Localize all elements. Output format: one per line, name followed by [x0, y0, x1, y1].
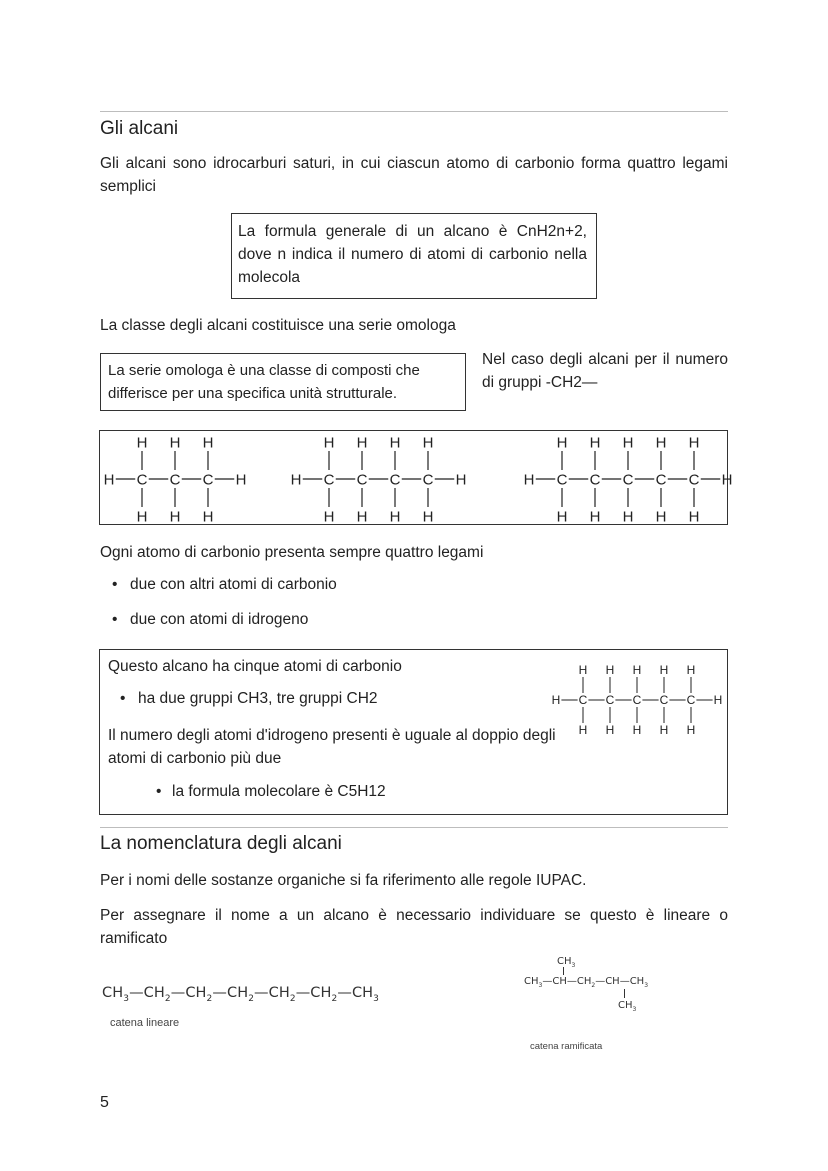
hydrogen-atom: H — [589, 508, 601, 526]
naming-paragraph: Per assegnare il nome a un alcano è necessario individuare se questo è lineare o ramificato — [100, 907, 728, 947]
carbon-atom: C — [578, 693, 588, 708]
hydrogen-atom: H — [389, 434, 401, 452]
hydrogen-atom: H — [622, 508, 634, 526]
carbon-atom: C — [659, 693, 669, 708]
hydrogen-atom: H — [578, 663, 588, 678]
side-note: Nel caso degli alcani per il numero di gruppi -CH2— — [482, 351, 728, 391]
carbon-atom: C — [136, 471, 148, 489]
hydrogen-atom: H — [686, 663, 696, 678]
hydrogen-atom: H — [169, 434, 181, 452]
carbon-atom: C — [605, 693, 615, 708]
carbon-atom: C — [169, 471, 181, 489]
section-rule — [100, 827, 728, 828]
hydrogen-atom: H — [290, 471, 302, 489]
carbon-atom: C — [622, 471, 634, 489]
bullet-hydrogen — [112, 611, 308, 629]
homologous-sentence: La classe degli alcani costituisce una serie omologa — [100, 317, 456, 334]
hydrogen-atom: H — [202, 508, 214, 526]
hydrogen-atom: H — [688, 508, 700, 526]
hydrogen-atom: H — [556, 508, 568, 526]
bullet-dot: • — [112, 576, 118, 593]
hydrogen-atom: H — [136, 434, 148, 452]
carbon-atom: C — [688, 471, 700, 489]
hydrogen-atom: H — [323, 508, 335, 526]
definition-box — [100, 353, 466, 411]
bullet-carbon — [112, 576, 337, 594]
hydrogen-atom: H — [655, 434, 667, 452]
carbon-atom: C — [632, 693, 642, 708]
carbon-atom: C — [422, 471, 434, 489]
hydrogen-atom: H — [659, 663, 669, 678]
carbon-atom: C — [686, 693, 696, 708]
carbon-atom: C — [356, 471, 368, 489]
hydrogen-atom: H — [323, 434, 335, 452]
bullet-carbon-text: due con altri atomi di carbonio — [130, 576, 337, 593]
section-title-alkanes: Gli alcani — [100, 118, 179, 139]
bonds-sentence: Ogni atomo di carbonio presenta sempre quattro legami — [100, 544, 484, 561]
hydrogen-atom: H — [622, 434, 634, 452]
carbon-atom: C — [202, 471, 214, 489]
structures-box — [99, 430, 733, 526]
hydrogen-atom: H — [136, 508, 148, 526]
carbon-atom: C — [556, 471, 568, 489]
example-bullet1-text: ha due gruppi CH3, tre gruppi CH2 — [138, 690, 378, 707]
hydrogen-atom: H — [578, 723, 588, 738]
pentane-structure — [546, 658, 736, 738]
example-line2: Il numero degli atomi d'idrogeno presenti è uguale al doppio degli atomi di carbonio più due — [108, 727, 556, 767]
hydrogen-atom: H — [235, 471, 247, 489]
hydrogen-atom: H — [632, 723, 642, 738]
hydrogen-atom: H — [686, 723, 696, 738]
branched-chain-label: catena ramificata — [530, 1041, 603, 1052]
hydrogen-atom: H — [556, 434, 568, 452]
carbon-atom: C — [589, 471, 601, 489]
general-formula-box — [231, 213, 597, 299]
hydrogen-atom: H — [605, 663, 615, 678]
example-bullet1 — [120, 690, 378, 708]
hydrogen-atom: H — [455, 471, 467, 489]
hydrogen-atom: H — [589, 434, 601, 452]
hydrogen-atom: H — [169, 508, 181, 526]
hydrogen-atom: H — [422, 508, 434, 526]
branched-chain-formula: $CH_3$ $CH_3—CH—CH_2—CH—CH_3$ $CH_3$ — [524, 956, 649, 1013]
hydrogen-atom: H — [632, 663, 642, 678]
section-title-nomenclature: La nomenclatura degli alcani — [100, 833, 342, 854]
hydrogen-atom: H — [356, 434, 368, 452]
hydrogen-atom: H — [551, 693, 561, 708]
hydrogen-atom: H — [422, 434, 434, 452]
hydrogen-atom: H — [721, 471, 733, 489]
carbon-atom: C — [389, 471, 401, 489]
carbon-atom: C — [655, 471, 667, 489]
general-formula-text: La formula generale di un alcano è CnH2n+2, dove n indica il numero di atomi di carbonio nella molecola — [238, 223, 587, 286]
page-number: 5 — [100, 1094, 109, 1111]
example-bullet2-text: la formula molecolare è C5H12 — [172, 783, 386, 800]
bullet-dot: • — [156, 783, 162, 800]
example-line1: Questo alcano ha cinque atomi di carbonio — [108, 658, 402, 675]
hydrogen-atom: H — [356, 508, 368, 526]
example-box — [99, 649, 728, 815]
bullet-dot: • — [112, 611, 118, 628]
hydrogen-atom: H — [655, 508, 667, 526]
hydrogen-atom: H — [103, 471, 115, 489]
top-rule — [100, 111, 728, 112]
bullet-dot: • — [120, 690, 126, 707]
hydrogen-atom: H — [713, 693, 723, 708]
definition-text: La serie omologa è una classe di composti che differisce per una specifica unità strutturale. — [108, 362, 420, 402]
linear-chain-label: catena lineare — [110, 1017, 180, 1029]
carbon-atom: C — [323, 471, 335, 489]
hydrogen-atom: H — [389, 508, 401, 526]
structural-formulas — [99, 430, 733, 526]
hydrogen-atom: H — [688, 434, 700, 452]
iupac-paragraph: Per i nomi delle sostanze organiche si fa riferimento alle regole IUPAC. — [100, 872, 587, 889]
bullet-hydrogen-text: due con atomi di idrogeno — [130, 611, 309, 628]
example-bullet2 — [156, 783, 386, 801]
hydrogen-atom: H — [202, 434, 214, 452]
hydrogen-atom: H — [659, 723, 669, 738]
linear-chain-formula: $CH_3—CH_2—CH_2—CH_2—CH_2—CH_2—CH_3$ — [102, 985, 379, 1004]
hydrogen-atom: H — [523, 471, 535, 489]
intro-paragraph: Gli alcani sono idrocarburi saturi, in cui ciascun atomo di carbonio forma quattro legami semplici — [100, 155, 728, 195]
hydrogen-atom: H — [605, 723, 615, 738]
